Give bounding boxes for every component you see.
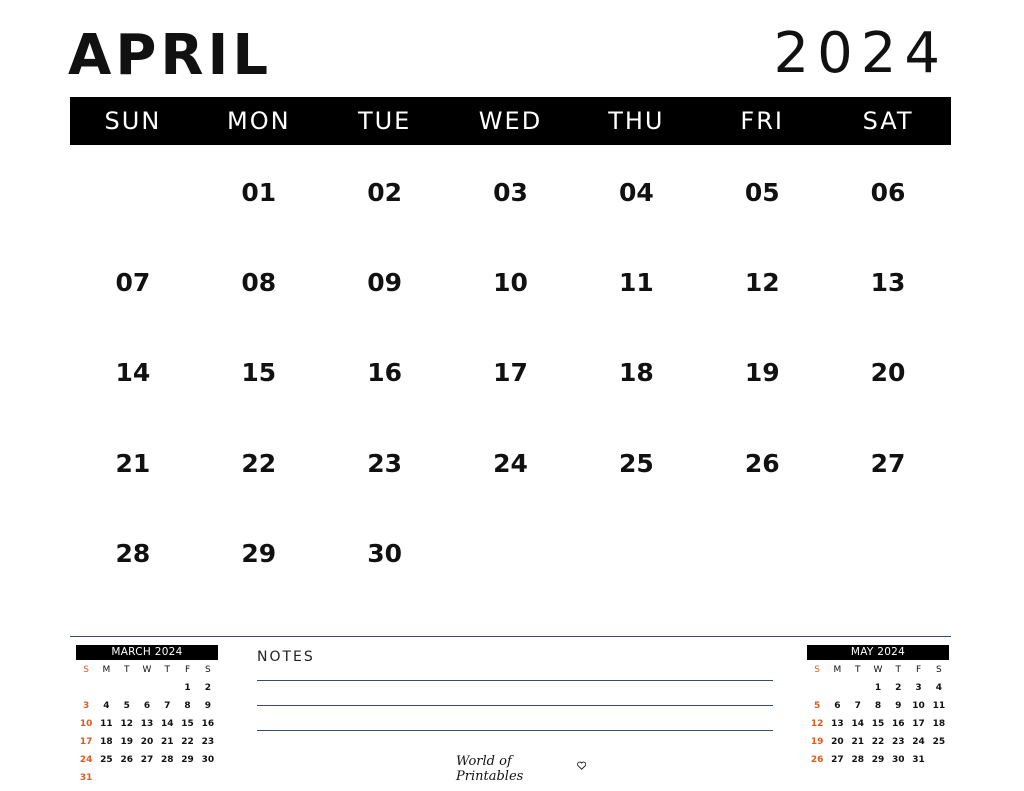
brand-text: World of Printables [456, 754, 524, 784]
mini-day: 8 [874, 701, 882, 711]
month-title: APRIL [68, 23, 273, 88]
next-month-title: MAY 2024 [807, 645, 949, 660]
brand-logo [456, 754, 586, 784]
month-day-grid [70, 147, 951, 599]
mini-day: 27 [140, 755, 154, 765]
mini-day: 28 [851, 755, 864, 765]
day-cell: 17 [493, 358, 528, 388]
mini-weekday-label: W [142, 665, 152, 675]
mini-day: 3 [915, 683, 922, 693]
mini-weekday-label: S [204, 665, 211, 675]
mini-day: 14 [161, 719, 174, 729]
mini-day: 6 [143, 701, 151, 711]
mini-day: 30 [201, 755, 215, 765]
mini-day: 17 [79, 737, 93, 747]
day-cell: 22 [241, 448, 277, 478]
mini-day: 9 [204, 701, 211, 711]
day-cell: 01 [241, 177, 277, 207]
note-line [257, 730, 773, 731]
empty-day-cell [573, 509, 699, 599]
mini-day: 1 [184, 683, 191, 693]
mini-day: 22 [871, 737, 885, 747]
mini-day: 25 [932, 737, 946, 747]
day-cell: 28 [115, 539, 151, 569]
day-cell: 25 [618, 448, 654, 478]
mini-day: 9 [895, 701, 902, 711]
mini-day: 29 [871, 755, 885, 765]
mini-day: 5 [123, 701, 130, 711]
mini-day: 19 [810, 737, 824, 747]
mini-weekday-label: S [83, 665, 89, 675]
weekday-label: TUE [357, 107, 412, 135]
weekday-label: SUN [104, 107, 162, 135]
mini-weekday-label: T [164, 665, 171, 675]
mini-day: 2 [895, 683, 902, 693]
mini-day: 12 [810, 719, 824, 729]
mini-day: 21 [851, 737, 864, 747]
weekday-label: WED [478, 107, 543, 135]
mini-day: 10 [912, 701, 925, 711]
mini-empty-day [117, 769, 137, 787]
mini-day: 14 [851, 719, 864, 729]
mini-day: 22 [181, 737, 194, 747]
mini-day: 13 [140, 719, 154, 729]
mini-weekday-label: F [915, 665, 922, 675]
day-cell: 24 [493, 448, 528, 478]
day-cell: 02 [367, 177, 403, 207]
day-cell: 12 [744, 268, 780, 298]
mini-empty-day [827, 679, 847, 697]
mini-day: 24 [912, 737, 925, 747]
mini-day: 10 [79, 719, 93, 729]
mini-day: 30 [892, 755, 905, 765]
mini-empty-day [848, 679, 868, 697]
mini-day: 12 [120, 719, 133, 729]
empty-day-cell [699, 509, 825, 599]
mini-day: 18 [932, 719, 946, 729]
mini-weekday-label: S [935, 665, 942, 675]
day-cell: 30 [367, 539, 403, 569]
day-cell: 09 [367, 268, 403, 298]
day-cell: 15 [241, 358, 277, 388]
mini-weekday-label: M [833, 665, 842, 675]
mini-day: 4 [103, 701, 110, 711]
mini-day: 21 [161, 737, 174, 747]
weekday-label: THU [608, 107, 665, 135]
day-cell: 05 [744, 177, 780, 207]
mini-weekday-label: W [873, 665, 883, 675]
mini-empty-day [76, 679, 96, 697]
mini-weekday-label: F [184, 665, 191, 675]
mini-day: 26 [810, 755, 824, 765]
weekday-header-bar [70, 97, 951, 145]
mini-day: 20 [140, 737, 154, 747]
mini-day: 26 [120, 755, 133, 765]
next-month-mini-calendar [807, 645, 949, 769]
mini-empty-day [807, 679, 827, 697]
mini-empty-day [137, 769, 157, 787]
mini-day: 27 [831, 755, 844, 765]
day-cell: 27 [870, 448, 906, 478]
prev-month-grid [76, 661, 218, 787]
empty-day-cell [448, 509, 574, 599]
next-month-grid [807, 661, 949, 769]
day-cell: 11 [618, 268, 654, 298]
weekday-label: FRI [740, 107, 784, 135]
mini-day: 18 [100, 737, 113, 747]
mini-weekday-label: S [814, 665, 820, 675]
mini-weekday-label: M [102, 665, 111, 675]
empty-day-cell [825, 509, 951, 599]
mini-weekday-label: T [895, 665, 902, 675]
mini-empty-day [117, 679, 137, 697]
mini-day: 1 [874, 683, 882, 693]
day-cell: 19 [744, 358, 780, 388]
weekday-label: MON [226, 107, 291, 135]
day-cell: 08 [241, 268, 277, 298]
mini-empty-day [137, 679, 157, 697]
day-cell: 03 [493, 177, 528, 207]
mini-day: 25 [100, 755, 113, 765]
prev-month-mini-calendar [76, 645, 218, 787]
mini-day: 23 [892, 737, 905, 747]
mini-empty-day [157, 769, 177, 787]
mini-day: 2 [204, 683, 211, 693]
mini-day: 28 [161, 755, 174, 765]
mini-day: 6 [834, 701, 841, 711]
mini-day: 11 [100, 719, 113, 729]
prev-month-title: MARCH 2024 [76, 645, 218, 660]
day-cell: 23 [367, 448, 403, 478]
mini-day: 15 [181, 719, 194, 729]
day-cell: 18 [618, 358, 654, 388]
day-cell: 20 [870, 358, 906, 388]
heart-icon [577, 761, 586, 770]
mini-day: 31 [79, 773, 93, 783]
mini-day: 31 [912, 755, 925, 765]
note-line [257, 705, 773, 706]
mini-day: 3 [83, 701, 90, 711]
mini-day: 16 [201, 719, 215, 729]
day-cell: 29 [241, 539, 277, 569]
mini-day: 19 [120, 737, 133, 747]
day-cell: 14 [115, 358, 151, 388]
mini-empty-day [198, 769, 218, 787]
mini-empty-day [157, 679, 177, 697]
mini-day: 15 [871, 719, 885, 729]
mini-day: 7 [854, 701, 861, 711]
mini-empty-day [177, 769, 197, 787]
mini-empty-day [96, 769, 116, 787]
notes-label: NOTES [257, 649, 315, 665]
mini-weekday-label: T [123, 665, 130, 675]
day-cell: 16 [367, 358, 403, 388]
note-line [257, 680, 773, 681]
day-cell: 07 [115, 268, 151, 298]
mini-day: 5 [814, 701, 821, 711]
mini-day: 16 [892, 719, 905, 729]
mini-day: 17 [912, 719, 925, 729]
mini-day: 29 [181, 755, 194, 765]
day-cell: 04 [618, 177, 654, 207]
mini-day: 20 [831, 737, 844, 747]
mini-empty-day [96, 679, 116, 697]
mini-day: 8 [184, 701, 191, 711]
mini-day: 4 [935, 683, 942, 693]
mini-day: 13 [831, 719, 844, 729]
mini-day: 11 [932, 701, 946, 711]
day-cell: 06 [870, 177, 906, 207]
mini-day: 23 [201, 737, 215, 747]
mini-day: 7 [164, 701, 171, 711]
mini-day: 24 [79, 755, 93, 765]
day-cell: 26 [744, 448, 780, 478]
day-cell: 21 [115, 448, 151, 478]
mini-empty-day [929, 751, 949, 769]
year-title: 2024 [773, 21, 948, 86]
empty-day-cell [70, 147, 196, 237]
day-cell: 13 [870, 268, 906, 298]
weekday-label: SAT [862, 107, 914, 135]
notes-section [257, 648, 773, 731]
mini-weekday-label: T [854, 665, 861, 675]
day-cell: 10 [493, 268, 528, 298]
bottom-divider [70, 636, 951, 637]
